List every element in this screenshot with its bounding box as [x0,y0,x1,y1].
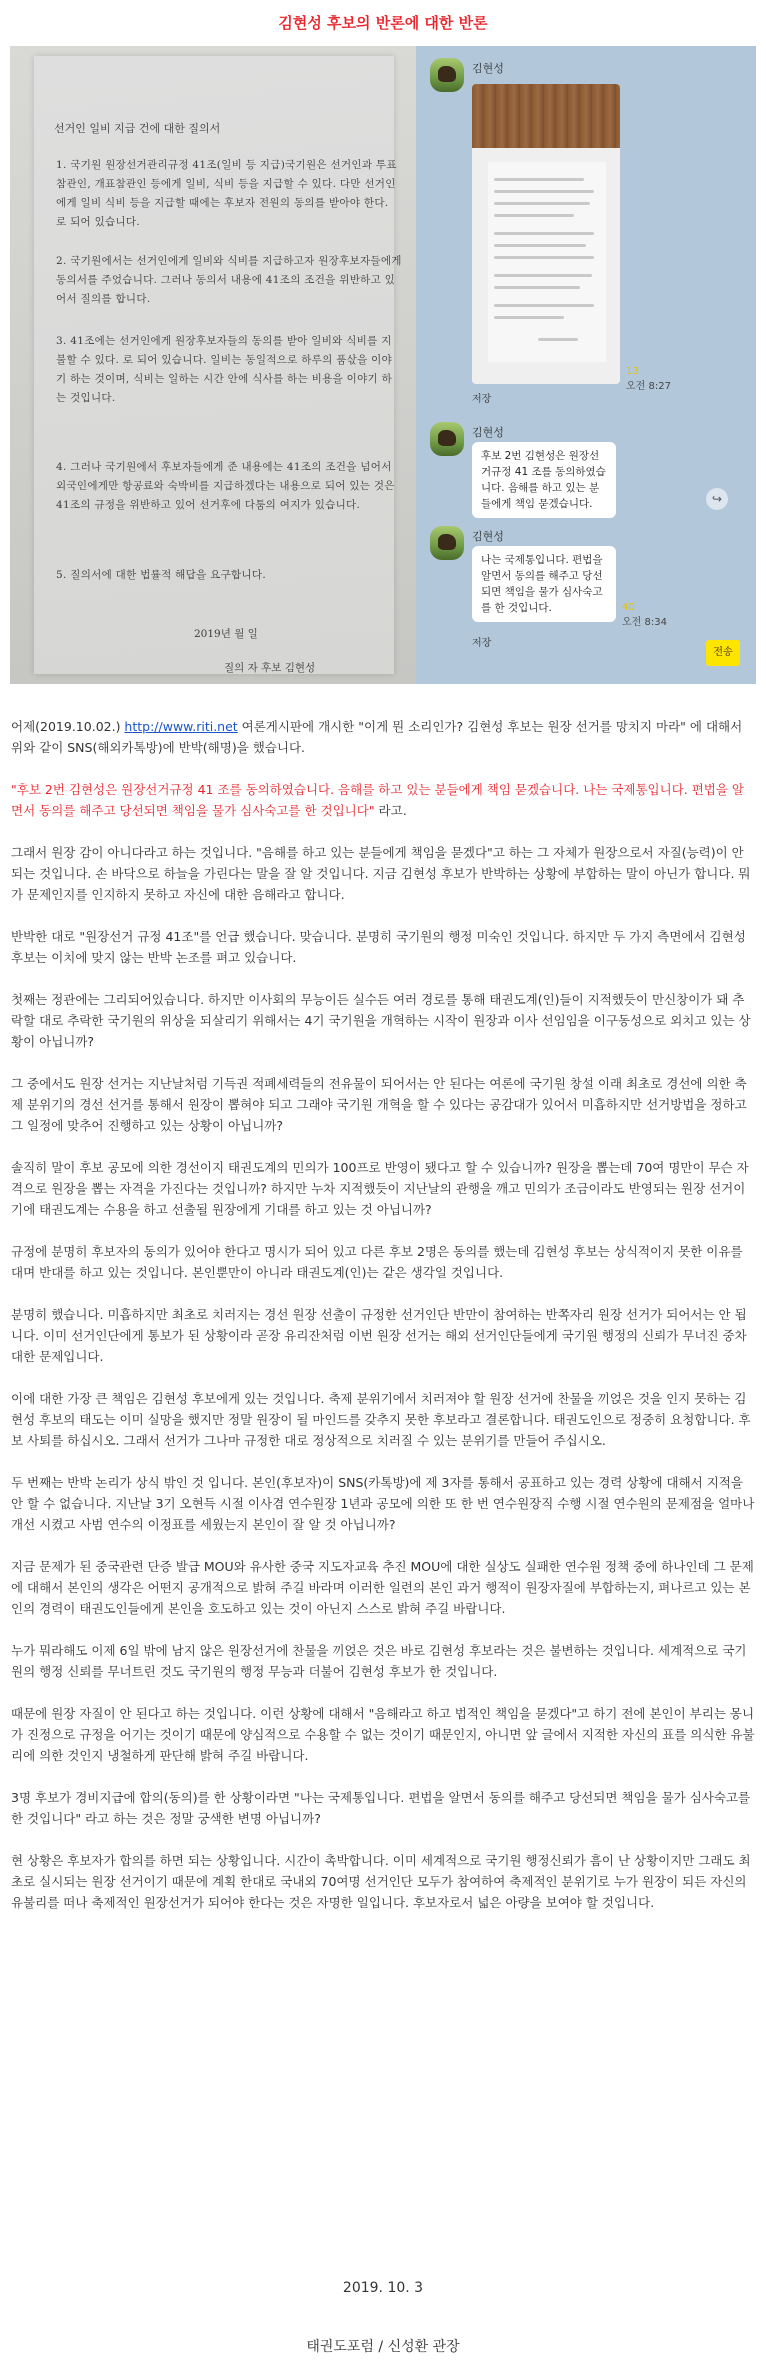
article-paragraph: 어제(2019.10.02.) http://www.riti.net 여론게시판에 개시한 "이게 뭔 소리인가? 김현성 후보는 원장 선거를 망치지 마라" 에 대해서 위와 같이 SNS(해외카톡방)에 반박(해명)을 했습니다. [11,719,743,755]
document-paragraph: 4. 그러나 국기원에서 후보자들에게 준 내용에는 41조의 조건을 넘어서 외국인에게만 항공료와 숙박비를 지급하겠다는 내용으로 되어 있는 것은 41조의 규정을 위반하고 있어 선거후에 다툼의 여지가 있습니다. [56,461,395,511]
article-paragraph: 3명 후보가 경비지급에 합의(동의)를 한 상황이라면 "나는 국제통입니다. 편법을 알면서 동의를 해주고 당선되면 책임을 물가 심사숙고를 한 것입니다" 라고 하는 것은 정말 궁색한 변명 아닙니까? [11,1790,751,1826]
send-button[interactable]: 전송 [706,640,740,666]
message-unread-count: 40 [622,602,635,613]
document-paragraph: 1. 국기원 원장선거관리규정 41조(일비 등 지급)국기원은 선거인과 투표참관인, 개표참관인 등에게 일비, 식비 등을 지급할 수 있다. 다만 선거인에게 일비 식비 등을 지급할 때에는 후보자 전원의 동의를 받아야 한다. 로 되어 있습니다. [56,159,397,228]
article-paragraph: 누가 뭐라해도 이제 6일 밖에 남지 않은 원장선거에 찬물을 끼얹은 것은 바로 김현성 후보라는 것은 불변하는 것입니다. 세계적으로 국기원의 행정 신뢰를 무너트린 것도 국기원의 행정 무능과 더불어 김현성 후보가 한 것입니다. [11,1643,747,1679]
photo-message [472,84,620,384]
article-date: 2019. 10. 3 [342,2280,424,2296]
article-paragraph: 반박한 대로 "원장선거 규정 41조"를 언급 했습니다. 맞습니다. 분명히 국기원의 행정 미숙인 것입니다. 하지만 두 가지 측면에서 김현성 후보는 이치에 맞지 않는 반박 논조를 펴고 있습니다. [11,929,746,965]
article-paragraph: 그 중에서도 원장 선거는 지난날처럼 기득권 적폐세력들의 전유물이 되어서는 안 된다는 여론에 국기원 창설 이래 최초로 경선에 의한 축제 분위기의 경선 선거를 통해서 원장이 뽑혀야 되고 그래야 국기원 개혁을 할 수 있다는 공감대가 있어서 미흡하지만 선거방법을 정하고 그 일정에 맞추어 진행하고 있는 상황이 아닙니까? [11,1076,747,1133]
quoted-statement: "후보 2번 김현성은 원장선거규정 41 조를 동의하였습니다. 음해를 하고 있는 분들에게 책임 묻겠습니다. 나는 국제통입니다. 편법을 알면서 동의를 해주고 당선되면 책임을 물가 심사숙고를 한 것입니다" 라고. [11,782,745,818]
article-paragraph: 두 번째는 반박 논리가 상식 밖인 것 입니다. 본인(후보자)이 SNS(카톡방)에 제 3자를 통해서 공표하고 있는 경력 상황에 대해서 지적을 안 할 수 없습니다. 지난날 3기 오현득 시절 이사겸 연수원장 1년과 공모에 의한 또 한 번 연수원장직 수행 시절 연수원의 문제점을 얼마나 개선 시켰고 사범 연수의 이정표를 세웠는지 본인이 잘 알 것 아닙니까? [11,1475,755,1532]
document-signer: 질의 자 후보 김현성 [224,662,316,674]
page-title: 김현성 후보의 반론에 대한 반론 [278,14,488,32]
article-paragraph: 첫째는 정관에는 그리되어있습니다. 하지만 이사회의 무능이든 실수든 여러 경로를 통해 태권도계(인)들이 지적했듯이 만신창이가 돼 추락할 대로 추락한 국기원의 위상을 되살리기 위해서는 4기 국기원을 개혁하는 시작이 원장과 이사 선임임을 이구동성으로 외치고 있는 상황이 아닙니까? [11,992,751,1049]
sender-name: 김현성 [472,530,504,543]
document-sheet [34,56,402,674]
sender-name: 김현성 [472,426,504,439]
article-paragraph: 규정에 분명히 후보자의 동의가 있어야 한다고 명시가 되어 있고 다른 후보 2명은 동의를 했는데 김현성 후보는 상식적이지 못한 이유를 대며 반대를 하고 있는 것입니다. 본인뿐만이 아니라 태권도계(인)는 같은 생각일 것입니다. [11,1244,743,1280]
saved-label: 저장 [472,638,492,649]
sender-name: 김현성 [472,62,504,75]
riti-link[interactable]: http://www.riti.net [124,719,238,734]
document-date: 2019년 월 일 [194,628,258,640]
chat-bubble: 나는 국제통입니다. 편법을 알면서 동의를 해주고 당선되면 책임을 물가 심사숙고를 한 것입니다. [472,546,616,622]
avatar [430,422,464,456]
saved-label: 저장 [472,394,492,405]
article-paragraph: 때문에 원장 자질이 안 된다고 하는 것입니다. 이런 상황에 대해서 "음해라고 하고 법적인 책임을 묻겠다"고 하기 전에 본인이 부리는 몽니가 진정으로 규정을 어기는 것이기 때문에 양심적으로 수용할 수 없는 것이기 때문인지, 아니면 앞 글에서 지적한 자신의 표를 의식한 유불리에 의한 것인지 냉철하게 판단해 밝혀 주길 바랍니다. [11,1706,755,1763]
article-paragraph: 이에 대한 가장 큰 책임은 김현성 후보에게 있는 것입니다. 축제 분위기에서 치러져야 할 원장 선거에 찬물을 끼얹은 것을 인지 못하는 김현성 후보의 태도는 이미 실망을 했지만 정말 원장이 될 마인드를 갖추지 못한 후보라고 결론합니다. 태권도인으로 정중히 요청합니다. 후보 사퇴를 하십시오. 그래서 선거가 그나마 규정한 대로 정상적으로 치러질 수 있는 분위기를 만들어 주십시오. [11,1391,751,1448]
share-icon[interactable]: ↪ [706,488,728,510]
avatar [430,58,464,92]
evidence-image [10,46,756,684]
photo-unread-count: 13 [626,366,639,377]
message-time: 오전 8:34 [622,617,667,628]
article-body [11,716,755,1934]
document-heading: 선거인 일비 지급 건에 대한 질의서 [54,122,221,135]
document-paragraph: 5. 질의서에 대한 법률적 해답을 요구합니다. [56,569,266,581]
article-paragraph: 지금 문제가 된 중국관련 단증 발급 MOU와 유사한 중국 지도자교육 추진 MOU에 대한 실상도 실패한 연수원 정책 중에 하나인데 그 문제에 대해서 본인의 생각은 어떤지 공개적으로 밝혀 주길 바라며 이러한 일련의 본인 과거 행적이 원장자질에 부합하는지, 펴나르고 있는 본인의 경력이 태권도인들에게 본인을 호도하고 있는 것이 아닌지 스스로 밝혀 주길 바랍니다. [11,1559,754,1616]
kakao-chat-screenshot [416,46,756,684]
author-signature: 태권도포럼 / 신성환 관장 [306,2339,460,2355]
document-paragraph: 2. 국기원에서는 선거인에게 일비와 식비를 지급하고자 원장후보자들에게 동의서를 주었습니다. 그러나 동의서 내용에 41조의 조건을 위반하고 있어서 질의를 합니다. [56,255,402,305]
photo-time: 오전 8:27 [626,381,671,392]
article-paragraph: 분명히 했습니다. 미흡하지만 최초로 치러지는 경선 원장 선출이 규정한 선거인단 반만이 참여하는 반쪽자리 원장 선거가 되어서는 안 됩니다. 이미 선거인단에게 통보가 된 상황이라 곧장 유리잔처럼 이번 원장 선거는 해외 선거인단들에게 국기원 행정의 신뢰가 무너진 중차대한 문제입니다. [11,1307,747,1364]
article-paragraph: 그래서 원장 감이 아니다라고 하는 것입니다. "음해를 하고 있는 분들에게 책임을 묻겠다"고 하는 그 자체가 원장으로서 자질(능력)이 안 되는 것입니다. 손 바닥으로 하늘을 가린다는 말을 잘 알 것입니다. 지금 김현성 후보가 반박하는 상황에 부합하는 말이 아닌가 합니다. 뭐가 문제인지를 인지하지 못하고 자신에 대한 음해라고 합니다. [11,845,751,902]
document-photo [10,46,416,684]
article-paragraph: 현 상황은 후보자가 합의를 하면 되는 상황입니다. 시간이 촉박합니다. 이미 세계적으로 국기원 행정신뢰가 흠이 난 상황이지만 그래도 최초로 실시되는 원장 선거이기 때문에 계획 한대로 국내외 70여명 선거인단 모두가 참여하여 축제적인 분위기로 누가 원장이 되든 자신의 유불리를 떠나 축제적인 원장선거가 되어야 한다는 것은 자명한 일입니다. 후보자로서 넓은 아량을 보여야 할 것입니다. [11,1853,751,1910]
chat-bubble: 후보 2번 김현성은 원장선거규정 41 조를 동의하였습니다. 음해를 하고 있는 분들에게 책임 묻겠습니다. [472,442,616,518]
avatar [430,526,464,560]
article-paragraph: 솔직히 말이 후보 공모에 의한 경선이지 태권도계의 민의가 100프로 반영이 됐다고 할 수 있습니까? 원장을 뽑는데 70여 명만이 무슨 자격으로 원장을 뽑는 자격을 가진다는 것입니까? 하지만 누차 지적했듯이 지난날의 관행을 깨고 민의가 조금이라도 반영되는 원장 선거이기에 태권도계는 수용을 하고 선출될 원장에게 기대를 하고 있는 것 아닙니까? [11,1160,749,1217]
document-paragraph: 3. 41조에는 선거인에게 원장후보자들의 동의를 받아 일비와 식비를 지불할 수 있다. 로 되어 있습니다. 일비는 동일적으로 하루의 품삯을 이야기 하는 것이며, 식비는 일하는 시간 안에 식사를 하는 비용을 이야기 하는 것입니다. [56,335,393,404]
